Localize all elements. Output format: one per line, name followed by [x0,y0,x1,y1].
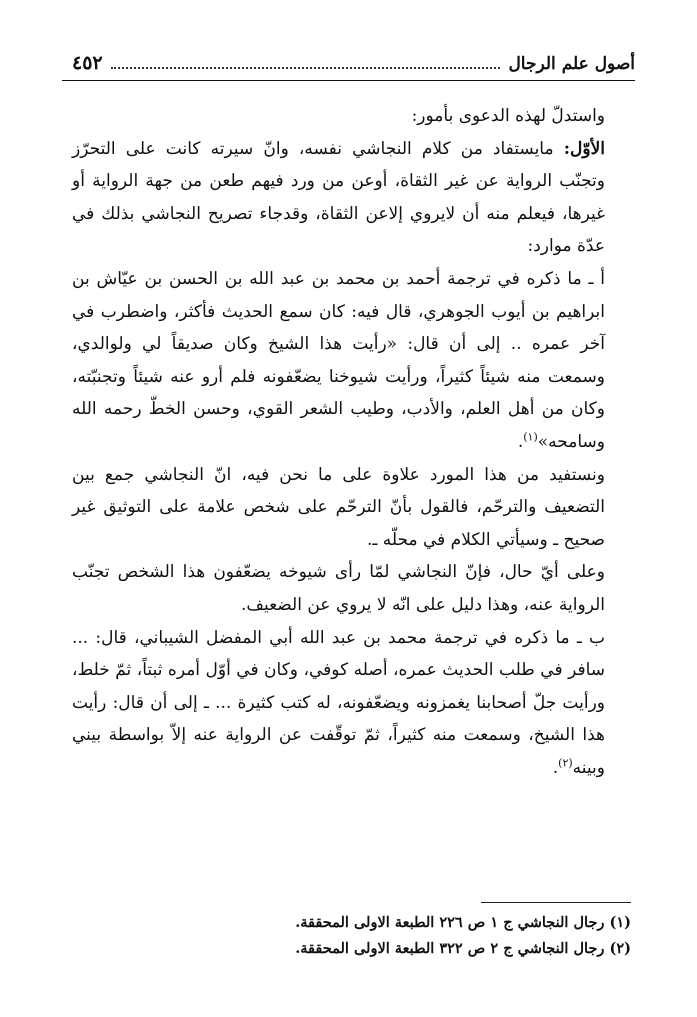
footnote-1: (١) رجال النجاشي ج ١ ص ٢٢٦ الطبعة الاولى المحققة. [295,914,631,931]
page-header [62,44,635,81]
footnote-ref-2: (٢) [558,756,573,770]
book-title: أصول علم الرجال [508,54,635,74]
item-a-text: أ ـ ما ذكره في ترجمة أحمد بن محمد بن عبد الله بن الحسن بن عيّاش بن ابراهيم بن أيوب الجوهري، قال فيه: كان سمع الحديث فأكثر، واضطرب في آخر عمره .. إلى أن قال: «رأيت هذا الشيخ وكان صديقاً لي ولوالدي، وسمعت منه شيئاً كثيراً، ورأيت شيوخنا يضعّفونه فلم أرو عنه شيئاً وتجنبّته، وكان من أهل العلم، والأدب، وطيب الشعر القوي، وحسن الخطّ رحمه الله وسامحه» [72,268,605,452]
footnote-2: (٢) رجال النجاشي ج ٢ ص ٣٢٢ الطبعة الاولى المحققة. [295,940,631,957]
paragraph-3: وعلى أيّ حال، فإنّ النجاشي لمّا رأى شيوخه يضعّفون هذا الشخص تجنّب الرواية عنه، وهذا دليل على انّه لا يروي عن الضعيف. [72,562,605,615]
item-b-text: ب ـ ما ذكره في ترجمة محمد بن عبد الله أبي المفضل الشيباني، قال: ... سافر في طلب الحديث عمره، أصله كوفي، وكان في أوّل أمره ثبتاً، ثمّ خلط، ورأيت جلّ أصحابنا يغمزونه ويضعّفونه، له كتب كثيرة ... ـ إلى أن قال: رأيت هذا الشيخ، وسمعت منه كثيراً، ثمّ توقّفت عن الرواية عنه إلاّ بواسطة بيني وبينه [72,627,605,778]
item-b: ب ـ ما ذكره في ترجمة محمد بن عبد الله أبي المفضل الشيباني، قال: ... سافر في طلب الحديث عمره، أصله كوفي، وكان في أوّل أمره ثبتاً، ثمّ خلط، ورأيت جلّ أصحابنا يغمزونه ويضعّفونه، له كتب كثيرة ... ـ إلى أن قال: رأيت هذا الشيخ، وسمعت منه كثيراً، ثمّ توقّفت عن الرواية عنه إلاّ بواسطة بيني وبينه$^{(٢)}$. [72,627,605,778]
first-point-label: الأوّل: [563,138,605,159]
footnote-ref-1: (١) [523,430,538,444]
item-a: أ ـ ما ذكره في ترجمة أحمد بن محمد بن عبد الله بن الحسن بن عيّاش بن ابراهيم بن أيوب الجوهري، قال فيه: كان سمع الحديث فأكثر، واضطرب في آخر عمره .. إلى أن قال: «رأيت هذا الشيخ وكان صديقاً لي ولوالدي، وسمعت منه شيئاً كثيراً، ورأيت شيوخنا يضعّفونه فلم أرو عنه شيئاً وتجنبّته، وكان من أهل العلم، والأدب، وطيب الشعر القوي، وحسن الخطّ رحمه الله وسامحه»$^{(١)}$. [72,268,605,452]
intro-line: واستدلّ لهذه الدعوى بأمور: [411,106,605,126]
header-dot-leader [111,67,501,69]
first-point [72,133,631,263]
paragraph-2: ونستفيد من هذا المورد علاوة على ما نحن فيه، انّ النجاشي جمع بين التضعيف والترحّم، فالقول بأنّ الترحّم على شخص علامة على التوثيق غير صحيح ـ وسيأتي الكلام في محلّه ـ. [72,464,605,550]
first-point-text: مايستفاد من كلام النجاشي نفسه، وانّ سيرته كانت على التحرّز وتجنّب الرواية عن غير الثقاة، أوعن من ورد فيهم طعن من جهة الرواية أو غيرها، فيعلم منه أن لايروي إلاعن الثقاة، وقدجاء تصريح النجاشي بذلك في عدّة موارد: [72,138,605,257]
page-number: ٤٥٢ [72,52,103,74]
page-body [72,100,631,784]
footnotes [72,910,631,962]
footnote-divider [481,902,631,903]
